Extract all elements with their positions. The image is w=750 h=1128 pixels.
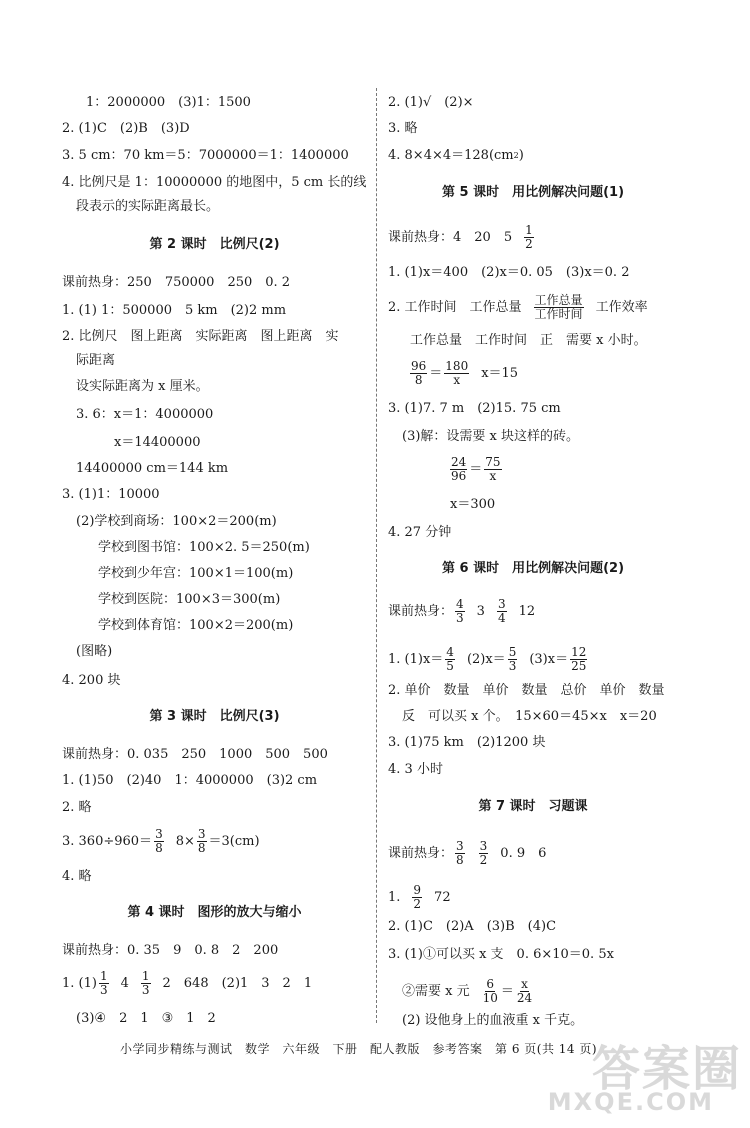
- answer-line: 3. 6：x＝1：4000000: [76, 407, 214, 422]
- fraction: $\frac{x}{24}$: [516, 977, 533, 1005]
- fraction: $\frac{9}{2}$: [413, 883, 422, 911]
- answer-line: 3. (1)7. 7 m (2)15. 75 cm: [388, 401, 561, 416]
- answer-line: 学校到医院：100×3＝300(m): [98, 592, 281, 607]
- section-heading-lesson-4: 第 4 课时 图形的放大与缩小: [127, 905, 302, 920]
- answer-line: 1. $\frac{9}{2}$ 72: [388, 883, 451, 911]
- answer-line: $\frac{24}{96}$ ＝ $\frac{75}{x}$: [451, 455, 501, 483]
- answer-line: 2. (1)√ (2)×: [388, 95, 474, 110]
- answer-line: 3. (1)①可以买 x 支 0. 6×10＝0. 5x: [388, 947, 614, 962]
- answer-line: 2. (1)C (2)A (3)B (4)C: [388, 919, 557, 934]
- answer-line: (2) 设他身上的血液重 x 千克。: [402, 1013, 584, 1028]
- answer-line: 1. (1) $\frac{1}{3}$ 4 $\frac{1}{3}$ 2 648 (2)1 3 2 1: [62, 969, 313, 997]
- section-heading-lesson-5: 第 5 课时 用比例解决问题(1): [441, 185, 625, 200]
- answer-line: (3)④ 2 1 ③ 1 2: [76, 1011, 216, 1026]
- fraction: $\frac{24}{96}$: [451, 455, 467, 483]
- answer-line: (2)学校到商场：100×2＝200(m): [76, 514, 277, 529]
- answer-line: 段表示的实际距离最长。: [76, 199, 220, 214]
- answer-line: x＝300: [450, 497, 496, 512]
- fraction: $\frac{4}{5}$: [446, 645, 454, 673]
- answer-line: 1. (1)50 (2)40 1：4000000 (3)2 cm: [62, 773, 318, 788]
- answer-line: (图略): [76, 644, 113, 659]
- answer-line: 设实际距离为 x 厘米。: [76, 379, 209, 394]
- fraction: $\frac{\text{工作总量}}{\text{工作时间}}$: [534, 293, 583, 321]
- answer-line: 际距离: [76, 353, 116, 368]
- page-footer: 小学同步精练与测试 数学 六年级 下册 配人教版 参考答案 第 6 页(共 14 页): [120, 1042, 598, 1056]
- fraction: $\frac{3}{2}$: [479, 839, 488, 867]
- warmup-line: 课前热身： $\frac{4}{3}$ 3 $\frac{3}{4}$ 12: [388, 597, 536, 625]
- answer-line: 3. 360÷960＝ $\frac{3}{8}$ 8× $\frac{3}{8}$ ＝3(cm): [62, 827, 260, 855]
- answer-line: 4. 比例尺是 1：10000000 的地图中，5 cm 长的线: [62, 175, 367, 190]
- answer-line: 2. 略: [62, 800, 92, 815]
- answer-line: 1. (1) 1：500000 5 km (2)2 mm: [62, 303, 287, 318]
- answer-line: 2. 工作时间 工作总量 $\frac{\text{工作总量}}{\text{工作时间}}$ 工作效率: [388, 293, 648, 321]
- fraction: $\frac{3}{8}$: [197, 827, 206, 855]
- fraction: $\frac{1}{3}$: [141, 969, 150, 997]
- answer-line: 1：2000000 (3)1：1500: [86, 95, 251, 110]
- answer-line: 反 可以买 x 个。 15×60＝45×x x＝20: [402, 709, 657, 724]
- answer-line: 4. 8×4×4＝128(cm 2 ): [388, 148, 524, 163]
- fraction: $\frac{180}{x}$: [445, 359, 469, 387]
- answer-line: 1. (1)x＝400 (2)x＝0. 05 (3)x＝0. 2: [388, 265, 630, 280]
- watermark-url: MXQE.COM: [547, 1088, 714, 1116]
- answer-line: 4. 略: [62, 869, 92, 884]
- column-divider: [376, 88, 377, 1023]
- fraction: $\frac{4}{3}$: [456, 597, 464, 625]
- fraction: $\frac{1}{3}$: [99, 969, 108, 997]
- answer-line: 4. 3 小时: [388, 762, 443, 777]
- warmup-line: 课前热身： $\frac{3}{8}$ $\frac{3}{2}$ 0. 9 6: [388, 839, 547, 867]
- fraction: $\frac{5}{3}$: [508, 645, 517, 673]
- fraction: $\frac{3}{8}$: [155, 827, 163, 855]
- warmup-line: 课前热身：0. 35 9 0. 8 2 200: [62, 943, 279, 958]
- answer-line: 1. (1)x＝ $\frac{4}{5}$ (2)x＝ $\frac{5}{3}$ (3)x＝ $\frac{12}{25}$: [388, 645, 587, 673]
- fraction: $\frac{3}{8}$: [456, 839, 464, 867]
- answer-line: 学校到少年宫：100×1＝100(m): [98, 566, 294, 581]
- answer-line: 3. 5 cm：70 km＝5：7000000＝1：1400000: [62, 148, 349, 163]
- fraction: $\frac{75}{x}$: [485, 455, 501, 483]
- answer-line: 4. 200 块: [62, 673, 121, 688]
- answer-line: 3. (1)1：10000: [62, 487, 160, 502]
- fraction: $\frac{12}{25}$: [571, 645, 587, 673]
- fraction: $\frac{96}{8}$: [411, 359, 427, 387]
- section-heading-lesson-3: 第 3 课时 比例尺(3): [149, 709, 280, 724]
- answer-line: 2. (1)C (2)B (3)D: [62, 121, 190, 136]
- answer-line: 工作总量 工作时间 正 需要 x 小时。: [410, 333, 647, 348]
- answer-line: $\frac{96}{8}$ ＝ $\frac{180}{x}$ x＝15: [411, 359, 519, 387]
- fraction: $\frac{1}{2}$: [525, 223, 533, 251]
- section-heading-lesson-7: 第 7 课时 习题课: [478, 799, 588, 814]
- answer-line: x＝14400000: [114, 435, 201, 450]
- section-heading-lesson-2: 第 2 课时 比例尺(2): [149, 237, 280, 252]
- answer-line: 学校到体育馆：100×2＝200(m): [98, 618, 294, 633]
- fraction: $\frac{3}{4}$: [497, 597, 506, 625]
- answer-line: 4. 27 分钟: [388, 525, 452, 540]
- warmup-line: 课前热身：0. 035 250 1000 500 500: [62, 747, 328, 762]
- warmup-line: 课前热身：4 20 5 $\frac{1}{2}$: [388, 223, 533, 251]
- fraction: $\frac{6}{10}$: [482, 977, 498, 1005]
- section-heading-lesson-6: 第 6 课时 用比例解决问题(2): [441, 561, 625, 576]
- answer-line: 3. (1)75 km (2)1200 块: [388, 735, 546, 750]
- warmup-line: 课前热身：250 750000 250 0. 2: [62, 275, 291, 290]
- watermark-logo: 答案圈: [591, 1041, 742, 1097]
- answer-line: 2. 单价 数量 单价 数量 总价 单价 数量: [388, 683, 665, 698]
- answer-line: 14400000 cm＝144 km: [76, 461, 229, 476]
- answer-line: 2. 比例尺 图上距离 实际距离 图上距离 实: [62, 329, 339, 344]
- answer-line: ②需要 x 元 $\frac{6}{10}$ ＝ $\frac{x}{24}$: [402, 977, 533, 1005]
- answer-line: 3. 略: [388, 121, 418, 136]
- answer-line: (3)解：设需要 x 块这样的砖。: [402, 429, 580, 444]
- answer-line: 学校到图书馆：100×2. 5＝250(m): [98, 540, 310, 555]
